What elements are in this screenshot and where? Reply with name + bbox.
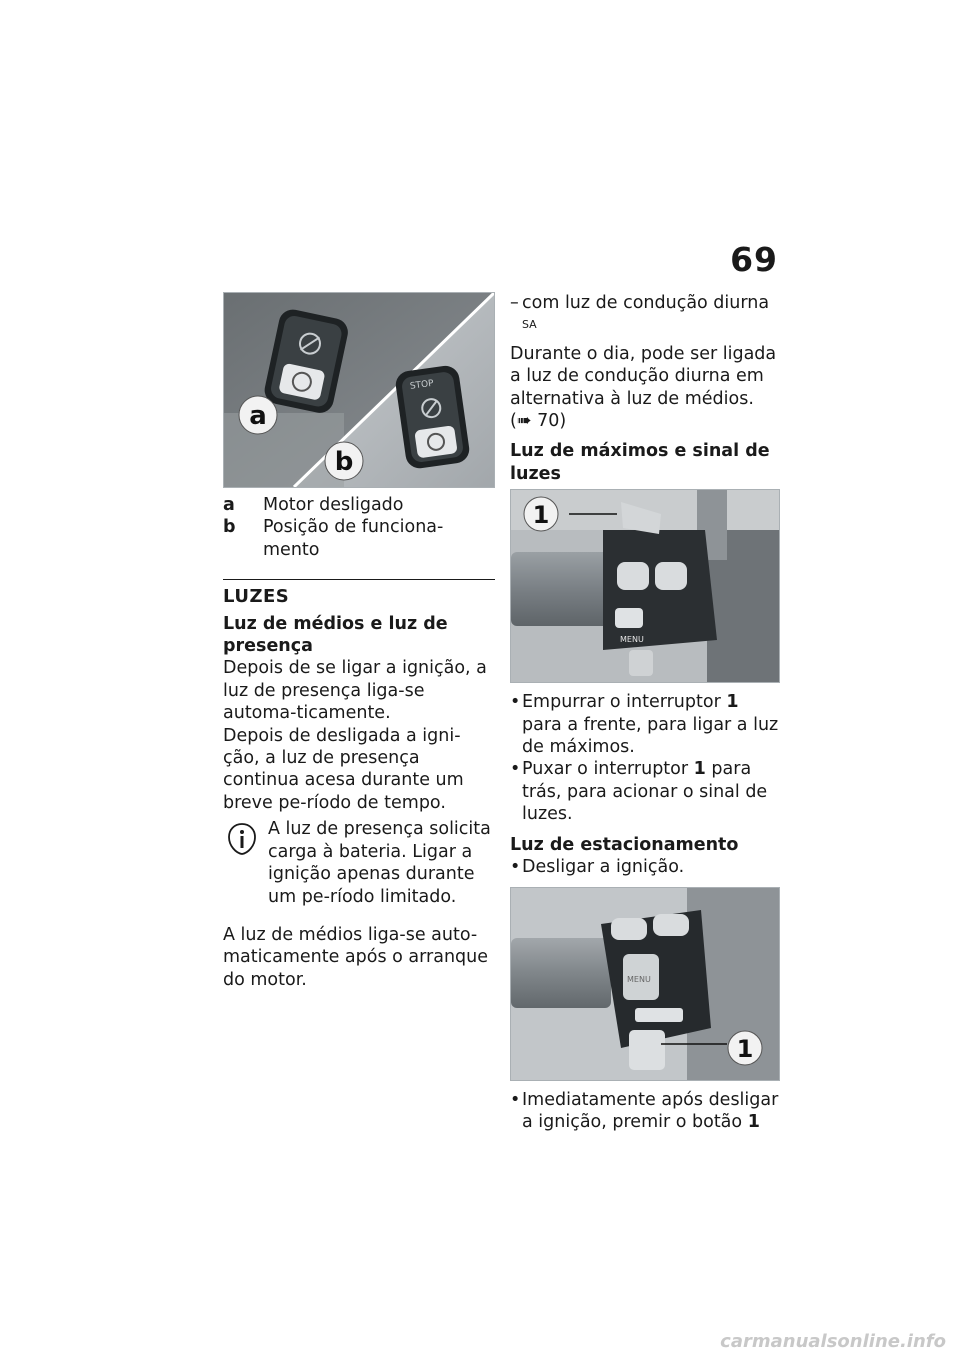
left-column <box>223 292 495 991</box>
legend-letter: a <box>223 495 235 515</box>
high-beam-switch-figure <box>510 489 780 683</box>
parking-button-figure <box>510 887 780 1081</box>
bullet-mark: • <box>510 692 521 713</box>
low-beam-paragraph-2: Depois de desligada a igni-ção, a luz de presença continua acesa durante um breve pe-ríodo de tempo. <box>223 725 464 813</box>
sa-superscript: SA <box>522 318 537 332</box>
stop-text: STOP <box>409 378 435 392</box>
legend-row <box>223 516 495 561</box>
dash-mark: – <box>510 293 519 313</box>
parking-light-heading: Luz de estacionamento <box>510 834 739 855</box>
bullet-text: Puxar o interruptor 1 para trás, para acionar o sinal de luzes. <box>522 759 768 825</box>
page-ref-arrow-icon: ➠ <box>516 411 532 432</box>
bullet-mark: • <box>510 1089 521 1110</box>
bullet-item <box>510 856 782 878</box>
bullet-text: Imediatamente após desligar a ignição, premir o botão 1 <box>522 1089 779 1132</box>
bullet-item <box>510 758 782 825</box>
section-title: LUZES <box>223 586 290 608</box>
bullet-mark: • <box>510 857 521 878</box>
legend-text: Motor desligado <box>263 495 404 515</box>
high-beam-heading: Luz de máximos e sinal de luzes <box>510 441 770 484</box>
drl-paragraph: Durante o dia, pode ser ligada a luz de condução diurna em alternativa à luz de médios. (➠ 70) <box>510 343 777 432</box>
callout-1: 1 <box>532 501 550 530</box>
info-icon <box>227 822 257 856</box>
figure-legend <box>223 494 495 561</box>
right-column <box>510 292 782 1133</box>
dash-list-item <box>510 292 782 343</box>
page-number: 69 <box>730 240 778 279</box>
dash-item-text: com luz de condução diurna $^{SA}$ <box>522 293 770 332</box>
legend-letter: b <box>223 517 236 538</box>
info-note <box>223 818 495 908</box>
menu-text: MENU <box>627 974 651 984</box>
page-ref-link[interactable]: 70 <box>537 411 560 432</box>
watermark: carmanualsonline.info <box>720 1331 946 1352</box>
callout-1: 1 <box>736 1034 754 1063</box>
low-beam-paragraph-1: Depois de se ligar a ignição, a luz de presença liga-se automa-ticamente. <box>223 658 487 724</box>
callout-b: b <box>334 447 354 477</box>
section-divider <box>223 579 495 608</box>
ignition-switch-figure <box>223 292 495 488</box>
bullet-text: Empurrar o interruptor 1 para a frente, para ligar a luz de máximos. <box>522 692 779 758</box>
low-beam-paragraph-3: A luz de médios liga-se auto-maticamente após o arranque do motor. <box>223 924 489 990</box>
bullet-item <box>510 691 782 758</box>
menu-text: MENU <box>620 635 644 645</box>
bullet-mark: • <box>510 759 521 780</box>
bullet-text: Desligar a ignição. <box>522 857 685 878</box>
info-note-text: A luz de presença solicita carga à bateria. Ligar a ignição apenas durante um pe-ríodo limitado. <box>268 819 491 907</box>
legend-row <box>223 494 495 516</box>
legend-text: Posição de funciona-mento <box>263 517 444 560</box>
low-beam-heading: Luz de médios e luz de presença <box>223 613 448 657</box>
bullet-item <box>510 1089 782 1134</box>
callout-a: a <box>249 401 267 431</box>
